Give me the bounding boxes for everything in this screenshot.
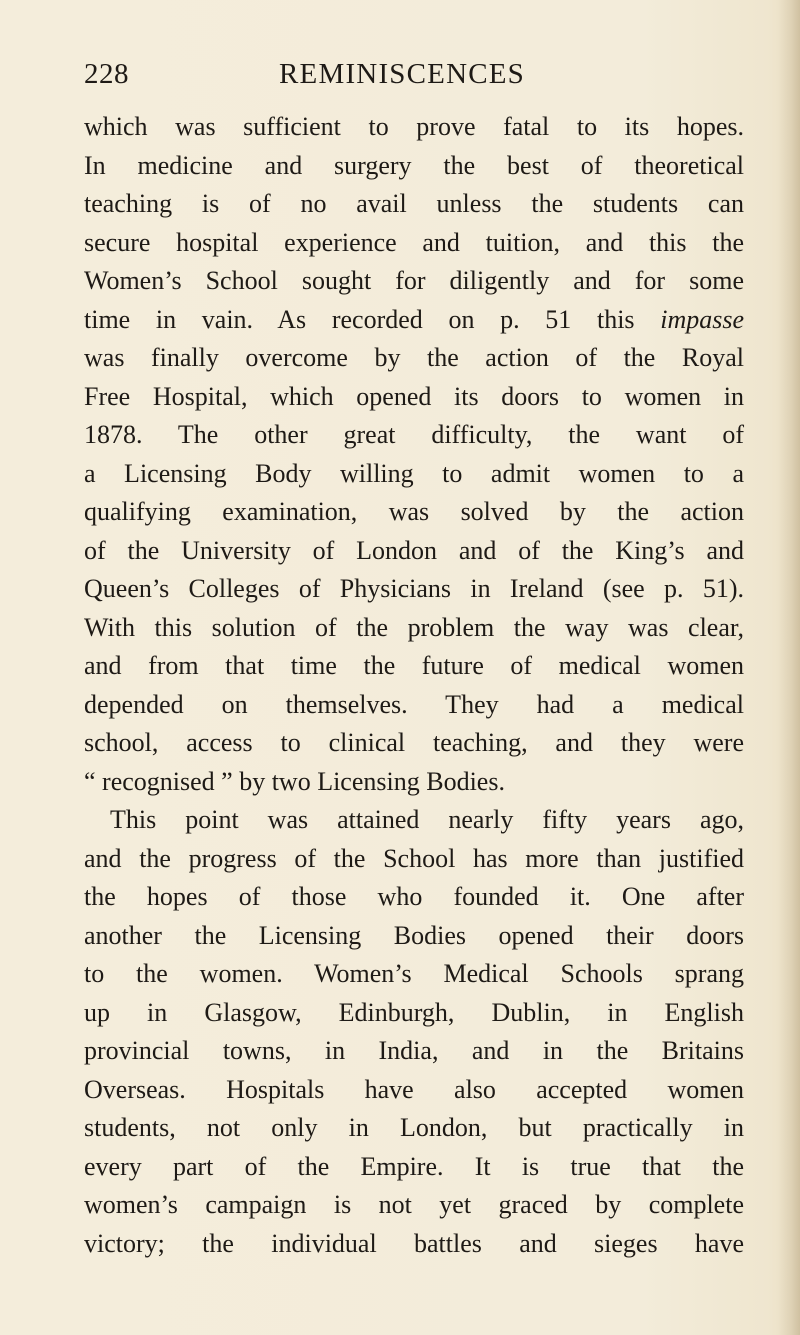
text-line: Free Hospital, which opened its doors to women in [84,381,744,411]
text-line: was finally overcome by the action of the Royal [84,343,744,372]
text-line: another the Licensing Bodies opened their doors [84,920,744,950]
body-text [84,108,744,1263]
text-line: Women’s School sought for diligently and for some [84,266,744,295]
text-line: Overseas. Hospitals have also accepted women [84,1074,744,1104]
text-line: and the progress of the School has more than justified [84,843,744,873]
text-line: of the University of London and of the King’s and [84,535,744,565]
text-line: school, access to clinical teaching, and they were [84,728,744,757]
text-line: In medicine and surgery the best of theoretical [84,150,744,180]
text-line: provincial towns, in India, and in the Britains [84,1036,744,1065]
text-line-start: time in vain. As recorded on p. 51 this [84,304,661,334]
text-line: qualifying examination, was solved by the action [84,497,744,526]
text-line: which was sufficient to prove fatal to its hopes. [84,112,744,141]
text-line: every part of the Empire. It is true that the [84,1151,744,1181]
italic-word-impasse: impasse [660,304,744,334]
page-header [84,58,744,98]
text-line: “ recognised ” by two Licensing Bodies. [84,766,505,796]
running-head: REMINISCENCES [279,58,526,90]
text-line: women’s campaign is not yet graced by complete [84,1190,744,1219]
text-line: a Licensing Body willing to admit women to a [84,458,744,488]
text-line: depended on themselves. They had a medical [84,689,744,719]
page-edge-shadow [778,0,800,1335]
text-line: victory; the individual battles and sieges have [84,1228,744,1258]
text-line: secure hospital experience and tuition, and this the [84,227,744,257]
text-line [84,301,744,340]
text-line: to the women. Women’s Medical Schools sprang [84,959,744,988]
text-line: 1878. The other great difficulty, the want of [84,420,744,449]
text-line: With this solution of the problem the way was clear, [84,612,744,642]
page-number: 228 [84,58,129,90]
text-line: students, not only in London, but practically in [84,1113,744,1142]
text-line: Queen’s Colleges of Physicians in Ireland (see p. 51). [84,574,744,603]
text-line: This point was attained nearly fifty years ago, [110,805,744,834]
text-line: and from that time the future of medical women [84,651,744,680]
text-line: the hopes of those who founded it. One after [84,882,744,911]
text-line: up in Glasgow, Edinburgh, Dublin, in English [84,997,744,1027]
text-line: teaching is of no avail unless the students can [84,189,744,218]
